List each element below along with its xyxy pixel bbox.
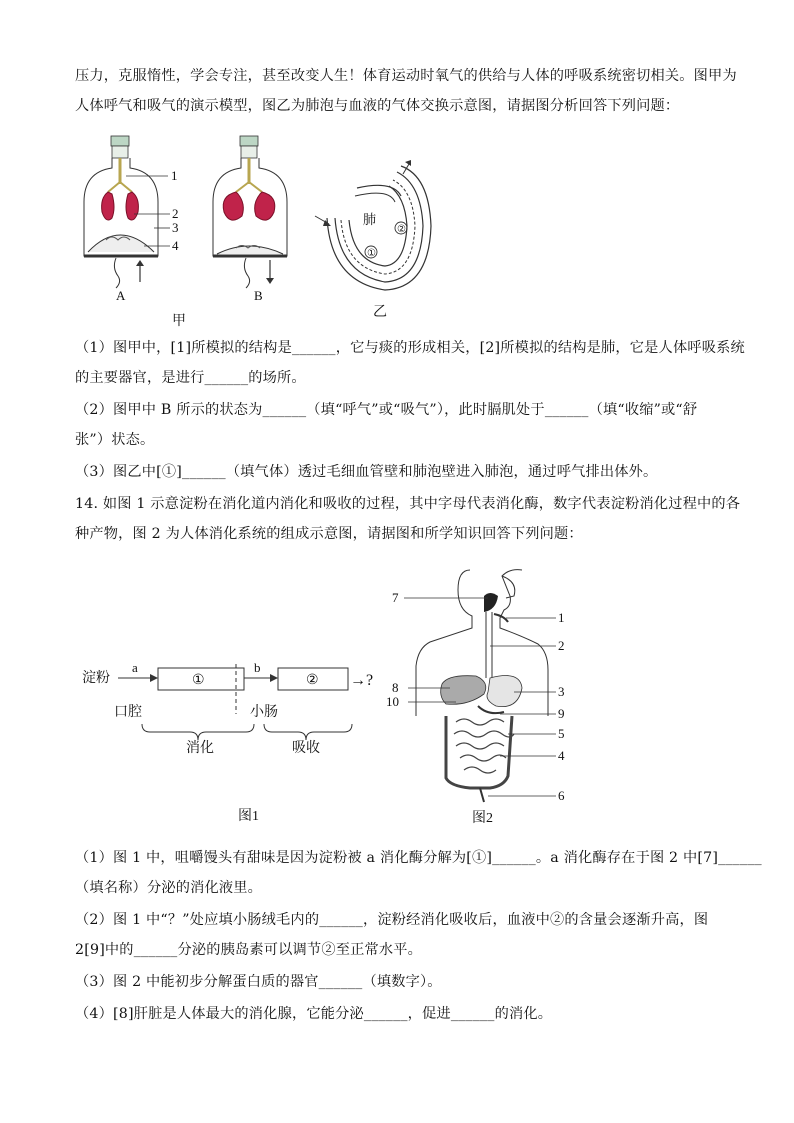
fig2-label-1: 1 xyxy=(558,610,565,625)
q14-1-line-2: （填名称）分泌的消化液里。 xyxy=(75,880,263,896)
figure-jia-caption: 甲 xyxy=(172,314,186,329)
fig2-label-9: 9 xyxy=(558,706,565,721)
fig1-digestion: 消化 xyxy=(186,741,214,756)
fig1-small-intestine: 小肠 xyxy=(250,705,278,720)
figure-jia xyxy=(78,132,288,332)
model-b-label: B xyxy=(254,288,263,303)
jia-label-1: 1 xyxy=(171,168,178,183)
yi-mark-2: ② xyxy=(397,224,406,235)
yi-mark-1: ① xyxy=(367,248,376,259)
q14-3-line-1: （3）图 2 中能初步分解蛋白质的器官______（填数字）。 xyxy=(75,974,442,990)
fig1-arrow-question: →? xyxy=(350,672,374,689)
q13-2-line-1: （2）图甲中 B 所示的状态为______（填“呼气”或“吸气”），此时膈肌处于______（填“收缩”或“舒 xyxy=(75,402,698,418)
q13-1-line-2: 的主要器官，是进行______的场所。 xyxy=(75,370,306,386)
q14-1-line-1: （1）图 1 中，咀嚼馒头有甜味是因为淀粉被 a 消化酶分解为[①]______。a 消化酶存在于图 2 中[7]______ xyxy=(75,850,762,866)
model-a-label: A xyxy=(116,288,126,303)
fig1-enzyme-b: b xyxy=(254,660,261,675)
fig1-caption: 图1 xyxy=(238,809,259,824)
figure-1 xyxy=(78,660,378,830)
fig1-starch: 淀粉 xyxy=(82,671,110,686)
fig1-box-1: ① xyxy=(192,673,205,688)
fig2-label-6: 6 xyxy=(558,788,565,803)
q14-4-line-1: （4）[8]肝脏是人体最大的消化腺，它能分泌______，促进______的消化。 xyxy=(75,1006,553,1022)
q14-stem-line-1: 14. 如图 1 示意淀粉在消化道内消化和吸收的过程，其中字母代表消化酶，数字代表淀粉消化过程中的各 xyxy=(75,496,741,512)
q14-2-line-1: （2）图 1 中“？”处应填小肠绒毛内的______，淀粉经消化吸收后，血液中②的含量会逐渐升高，图 xyxy=(75,912,709,928)
fig1-enzyme-a: a xyxy=(132,660,138,675)
fig2-label-4: 4 xyxy=(558,748,565,763)
intro-line-2: 人体呼气和吸气的演示模型，图乙为肺泡与血液的气体交换示意图，请据图分析回答下列问题： xyxy=(75,98,680,114)
fig2-label-2: 2 xyxy=(558,638,565,653)
fig1-mouth: 口腔 xyxy=(114,705,142,720)
fig1-absorption: 吸收 xyxy=(292,741,320,756)
fig1-box-2: ② xyxy=(306,673,319,688)
fig2-label-7: 7 xyxy=(392,590,399,605)
q13-1-line-1: （1）图甲中，[1]所模拟的结构是______，它与痰的形成相关，[2]所模拟的结构是肺，它是人体呼吸系统 xyxy=(75,340,745,356)
fig2-label-5: 5 xyxy=(558,726,565,741)
q14-2-line-2: 2[9]中的______分泌的胰岛素可以调节②至正常水平。 xyxy=(75,942,423,958)
q13-3-line-1: （3）图乙中[①]______（填气体）透过毛细血管壁和肺泡壁进入肺泡，通过呼气排出体外。 xyxy=(75,464,658,480)
yi-lung-label: 肺 xyxy=(363,212,377,227)
figure-yi-caption: 乙 xyxy=(373,305,387,320)
jia-label-4: 4 xyxy=(172,238,179,253)
fig2-label-8: 8 xyxy=(392,680,399,695)
intro-line-1: 压力，克服惰性，学会专注，甚至改变人生！体育运动时氧气的供给与人体的呼吸系统密切相关。图甲为 xyxy=(75,68,737,84)
jia-label-3: 3 xyxy=(172,220,179,235)
model-a xyxy=(84,136,179,303)
model-b xyxy=(213,136,287,303)
figure-2 xyxy=(380,566,580,830)
fig2-label-10: 10 xyxy=(386,694,399,709)
q14-stem-line-2: 种产物，图 2 为人体消化系统的组成示意图，请据图和所学知识回答下列问题： xyxy=(75,526,583,542)
q13-2-line-2: 张”）状态。 xyxy=(75,432,155,448)
jia-label-2: 2 xyxy=(172,206,179,221)
figure-yi xyxy=(305,156,435,324)
fig2-caption: 图2 xyxy=(472,811,493,826)
fig2-label-3: 3 xyxy=(558,684,565,699)
